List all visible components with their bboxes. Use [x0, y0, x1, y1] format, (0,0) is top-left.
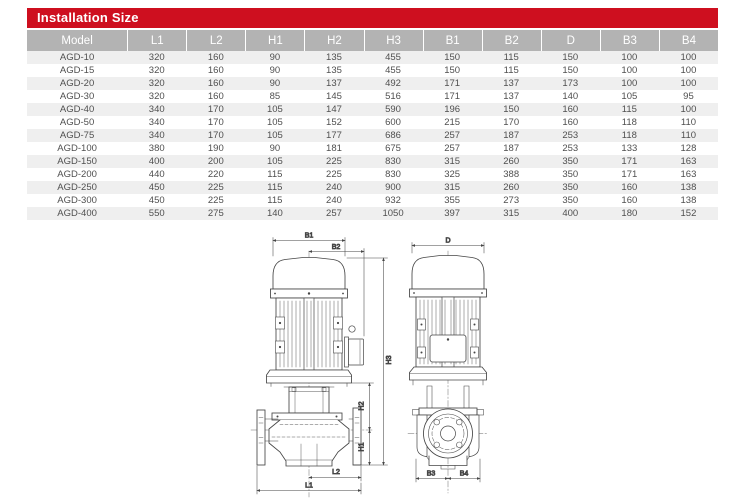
dimension-cell: 215	[444, 117, 461, 128]
table-row	[27, 194, 718, 207]
dimension-cell: 180	[621, 208, 638, 219]
dimension-cell: 170	[503, 117, 520, 128]
dimension-cell: 137	[326, 78, 342, 89]
dimension-cell: 137	[503, 91, 520, 102]
dimension-cell: 105	[266, 130, 283, 141]
column-header-b2: B2	[482, 30, 541, 51]
dimension-cell: 325	[444, 169, 461, 180]
dimension-cell: 388	[503, 169, 520, 180]
size-table	[27, 30, 718, 220]
dimension-cell: 350	[562, 156, 579, 167]
dim-label-b3: B3	[426, 470, 436, 478]
dimension-cell: 590	[385, 104, 401, 115]
column-header-l1: L1	[127, 30, 186, 51]
dim-label-l1: L1	[305, 482, 313, 490]
dimension-cell: 260	[503, 182, 520, 193]
dimension-cell: 196	[444, 104, 461, 115]
dimension-cell: 516	[385, 91, 401, 102]
pump-front-view	[408, 238, 488, 494]
dimension-cell: 240	[326, 182, 342, 193]
dimension-cell: 380	[148, 143, 165, 154]
dimension-cell: 257	[326, 208, 342, 219]
size-table-header-row	[27, 30, 718, 51]
dimension-cell: 90	[269, 78, 281, 89]
dimension-cell: 160	[207, 52, 224, 63]
dimension-cell: 492	[385, 78, 401, 89]
table-row	[27, 64, 718, 77]
dimension-cell: 686	[385, 130, 401, 141]
pump-mounting-plate	[272, 413, 342, 420]
table-row	[27, 207, 718, 220]
column-header-b1: B1	[423, 30, 482, 51]
dimension-cell: 160	[207, 78, 224, 89]
dimension-cell: 105	[266, 117, 283, 128]
table-row	[27, 181, 718, 194]
dimension-cell: 115	[267, 195, 283, 206]
motor-center-strip	[304, 298, 314, 370]
dimension-cell: 1050	[382, 208, 404, 219]
column-header-b4: B4	[659, 30, 718, 51]
right-flange	[353, 408, 361, 465]
dimension-cell: 170	[207, 104, 224, 115]
dimension-cell: 115	[267, 182, 283, 193]
dimension-cell: 118	[621, 130, 637, 141]
dim-label-b2: B2	[331, 244, 341, 251]
dimension-cell: 397	[444, 208, 461, 219]
table-row	[27, 90, 718, 103]
dimension-cell: 320	[148, 65, 165, 76]
dimension-cell: 170	[207, 130, 224, 141]
dimension-cell: 320	[148, 78, 165, 89]
dimension-cell: 133	[621, 143, 638, 154]
dimension-cell: 145	[326, 91, 342, 102]
terminal-box-flange	[345, 337, 349, 367]
dimension-cell: 150	[562, 52, 579, 63]
dimension-cell: 450	[148, 195, 165, 206]
dimension-cell: 273	[503, 195, 520, 206]
dimension-cell: 152	[326, 117, 342, 128]
table-row	[27, 77, 718, 90]
dimension-cell: 315	[444, 182, 461, 193]
dimension-cell: 400	[562, 208, 579, 219]
column-header-h3: H3	[364, 30, 423, 51]
dimension-cell: 160	[562, 104, 579, 115]
dimension-cell: 85	[269, 91, 281, 102]
dimension-cell: 320	[148, 52, 165, 63]
model-cell: AGD-250	[57, 182, 97, 193]
dimension-cell: 90	[269, 52, 281, 63]
dimension-cell: 171	[444, 78, 461, 89]
model-cell: AGD-40	[59, 104, 95, 115]
table-row	[27, 116, 718, 129]
dimension-cell: 340	[148, 117, 165, 128]
table-row	[27, 51, 718, 64]
terminal-box	[349, 339, 364, 365]
front-fan-cover	[412, 256, 484, 290]
dimension-cell: 110	[680, 117, 697, 128]
dimension-cell: 190	[207, 143, 224, 154]
eyebolt	[349, 326, 355, 332]
model-cell: AGD-15	[59, 65, 95, 76]
dimension-cell: 355	[444, 195, 461, 206]
dimension-cell: 147	[326, 104, 342, 115]
dimension-cell: 320	[148, 91, 165, 102]
table-row	[27, 168, 718, 181]
dimension-cell: 350	[562, 169, 579, 180]
volute-casing	[269, 420, 349, 466]
dimension-cell: 90	[269, 65, 281, 76]
dimension-cell: 105	[266, 156, 283, 167]
dim-label-l2: L2	[332, 469, 340, 476]
dimension-cell: 220	[207, 169, 224, 180]
dimension-cell: 100	[680, 78, 697, 89]
dimension-cell: 173	[562, 78, 579, 89]
dimension-cell: 257	[444, 143, 461, 154]
model-cell: AGD-400	[57, 208, 97, 219]
dimension-cell: 160	[207, 91, 224, 102]
dimension-cell: 455	[385, 52, 401, 63]
dimension-cell: 450	[148, 182, 165, 193]
dimension-cell: 350	[562, 182, 579, 193]
dimension-cell: 140	[266, 208, 283, 219]
fan-cover	[273, 258, 345, 290]
dimension-cell: 187	[503, 143, 520, 154]
flange-outer-circle	[424, 409, 473, 458]
column-header-model: Model	[27, 30, 127, 51]
dimension-cell: 187	[503, 130, 520, 141]
dimension-cell: 253	[562, 130, 579, 141]
dimension-cell: 150	[562, 65, 579, 76]
dim-label-b4: B4	[459, 470, 469, 478]
table-row	[27, 155, 718, 168]
dimension-cell: 932	[385, 195, 401, 206]
dimension-cell: 240	[326, 195, 342, 206]
dimension-cell: 140	[562, 91, 579, 102]
pump-side-view	[251, 233, 393, 498]
dimension-cell: 95	[683, 91, 694, 102]
dimension-cell: 340	[148, 104, 165, 115]
dim-label-h1: H1	[358, 442, 366, 452]
dimension-cell: 135	[326, 65, 342, 76]
dimension-cell: 118	[621, 117, 637, 128]
dimension-cell: 177	[326, 130, 342, 141]
dimension-cell: 315	[444, 156, 461, 167]
model-cell: AGD-150	[57, 156, 97, 167]
dimension-cell: 440	[148, 169, 165, 180]
dimension-cell: 110	[680, 130, 697, 141]
dimension-cell: 900	[385, 182, 401, 193]
dimension-cell: 115	[621, 104, 637, 115]
dim-label-d: D	[445, 237, 451, 245]
front-fan-cover-band	[410, 289, 487, 297]
dimension-cell: 225	[326, 169, 342, 180]
size-table-body	[27, 51, 718, 220]
dimension-cell: 100	[680, 52, 697, 63]
dimension-cell: 150	[444, 65, 461, 76]
column-header-l2: L2	[186, 30, 245, 51]
pump-dimension-drawings	[228, 230, 525, 500]
dimension-cell: 830	[385, 156, 401, 167]
model-cell: AGD-100	[57, 143, 97, 154]
model-cell: AGD-20	[59, 78, 95, 89]
model-cell: AGD-200	[57, 169, 97, 180]
table-row	[27, 129, 718, 142]
dimension-cell: 105	[266, 104, 283, 115]
dim-label-h3: H3	[386, 355, 393, 365]
dimension-cell: 830	[385, 169, 401, 180]
dimension-cell: 100	[621, 52, 638, 63]
dimension-cell: 400	[148, 156, 165, 167]
table-row	[27, 142, 718, 155]
model-cell: AGD-10	[59, 52, 95, 63]
dimension-cell: 137	[503, 78, 520, 89]
column-header-d: D	[541, 30, 600, 51]
dimension-cell: 170	[207, 117, 224, 128]
dimension-cell: 138	[680, 195, 697, 206]
dimension-cell: 150	[503, 104, 520, 115]
dimension-cell: 340	[148, 130, 165, 141]
model-cell: AGD-30	[59, 91, 95, 102]
dimension-cell: 100	[680, 65, 697, 76]
dimension-cell: 152	[680, 208, 697, 219]
dimension-cell: 128	[680, 143, 697, 154]
dimension-cell: 115	[503, 52, 519, 63]
dimension-cell: 163	[680, 156, 697, 167]
dimension-cell: 100	[621, 78, 638, 89]
dimension-cell: 171	[444, 91, 461, 102]
dimension-cell: 260	[503, 156, 520, 167]
dimension-cell: 160	[562, 117, 579, 128]
dimension-cell: 550	[148, 208, 165, 219]
installation-size-panel	[27, 8, 718, 220]
dimension-cell: 115	[267, 169, 283, 180]
dimension-cell: 150	[444, 52, 461, 63]
section-title: Installation Size	[27, 8, 718, 28]
dimension-cell: 225	[207, 182, 224, 193]
dimension-cell: 275	[207, 208, 224, 219]
column-header-h1: H1	[245, 30, 304, 51]
dimension-cell: 138	[680, 182, 697, 193]
dimension-cell: 135	[326, 52, 342, 63]
dimension-cell: 200	[207, 156, 224, 167]
dimension-cell: 171	[621, 156, 638, 167]
model-cell: AGD-50	[59, 117, 95, 128]
dimension-cell: 253	[562, 143, 579, 154]
dimension-cell: 105	[621, 91, 638, 102]
dimension-cell: 455	[385, 65, 401, 76]
dimension-cell: 600	[385, 117, 401, 128]
dimension-cell: 163	[680, 169, 697, 180]
dimension-cell: 100	[621, 65, 638, 76]
dimension-cell: 115	[503, 65, 519, 76]
dimension-cell: 160	[621, 195, 638, 206]
table-row	[27, 103, 718, 116]
model-cell: AGD-75	[59, 130, 95, 141]
column-header-b3: B3	[600, 30, 659, 51]
dimension-cell: 160	[621, 182, 638, 193]
model-cell: AGD-300	[57, 195, 97, 206]
dimension-cell: 160	[207, 65, 224, 76]
dimension-cell: 100	[680, 104, 697, 115]
dim-label-b1: B1	[304, 232, 314, 240]
dimension-cell: 315	[503, 208, 520, 219]
dimension-cell: 90	[269, 143, 281, 154]
dim-label-h2: H2	[358, 401, 366, 411]
dimension-cell: 225	[207, 195, 224, 206]
dimension-cell: 675	[385, 143, 401, 154]
column-header-h2: H2	[304, 30, 363, 51]
dimension-cell: 171	[621, 169, 638, 180]
dimension-cell: 225	[326, 156, 342, 167]
dimension-cell: 181	[326, 143, 342, 154]
dimension-cell: 350	[562, 195, 579, 206]
dimension-cell: 257	[444, 130, 461, 141]
